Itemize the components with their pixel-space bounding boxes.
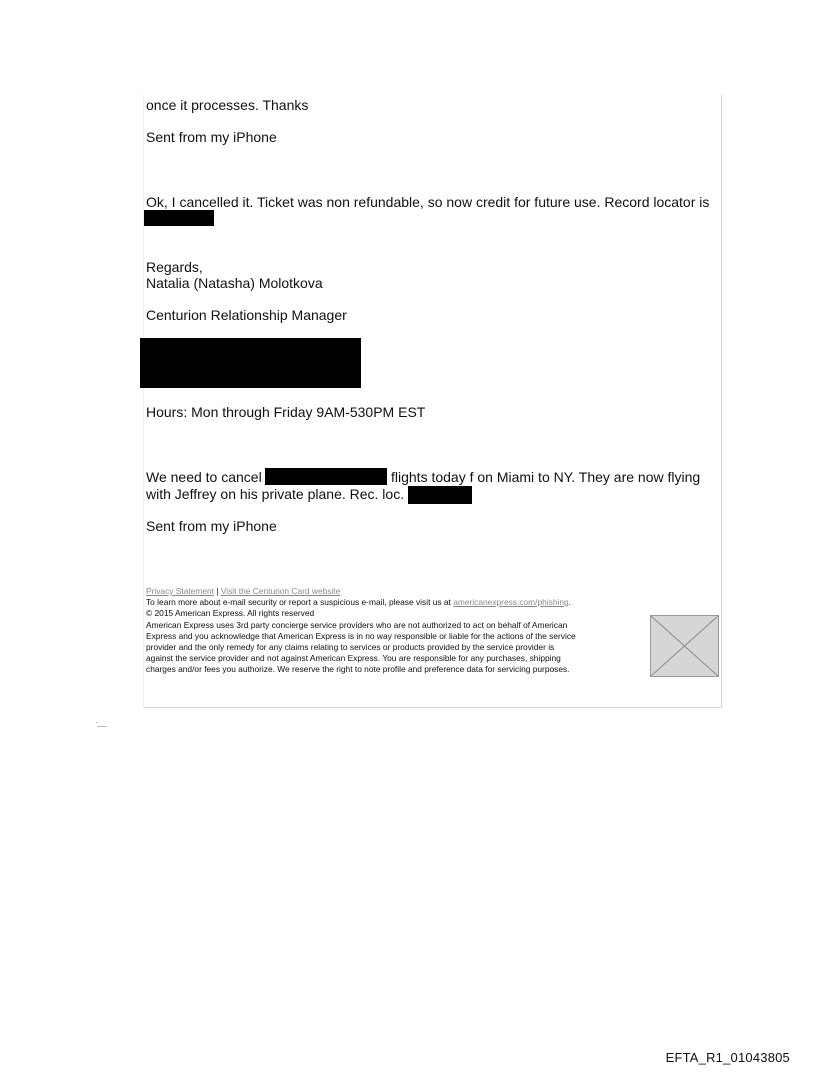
disclaimer-line: Express and you acknowledge that American Express is in no way responsible or liable for the actions of the service bbox=[146, 631, 576, 641]
request-text-a: We need to cancel bbox=[146, 469, 262, 485]
request-text-c: with Jeffrey on his private plane. Rec. loc. bbox=[146, 486, 405, 502]
redaction-rec-loc bbox=[408, 486, 472, 504]
footer-links bbox=[146, 586, 340, 596]
redaction-record-locator bbox=[144, 210, 214, 226]
disclaimer-line: charges and/or fees you authorize. We reserve the right to note profile and preference data for servicing purposes. bbox=[146, 664, 570, 674]
redaction-contact-block bbox=[140, 338, 361, 388]
stray-mark: ·__ bbox=[95, 718, 107, 727]
link-separator: | bbox=[216, 586, 219, 596]
disclaimer-line: provider and the only remedy for any claims relating to services or products provided by the service provider is bbox=[146, 642, 555, 652]
sender-title: Centurion Relationship Manager bbox=[146, 307, 347, 323]
sent-from-iphone: Sent from my iPhone bbox=[146, 518, 277, 534]
copyright: © 2015 American Express. All rights reserved bbox=[146, 608, 315, 618]
disclaimer-line: American Express uses 3rd party concierge service providers who are not authorized to act on behalf of American bbox=[146, 620, 568, 630]
security-end: . bbox=[568, 597, 571, 607]
security-line bbox=[146, 597, 571, 607]
email-line: once it processes. Thanks bbox=[146, 97, 309, 113]
cancel-reply-text: Ok, I cancelled it. Ticket was non refundable, so now credit for future use. Record locator is bbox=[146, 194, 710, 210]
sent-from-iphone: Sent from my iPhone bbox=[146, 129, 277, 145]
phishing-link[interactable]: americanexpress.com/phishing bbox=[453, 597, 569, 607]
privacy-statement-link[interactable]: Privacy Statement bbox=[146, 586, 214, 596]
redaction-names bbox=[265, 468, 387, 485]
hours: Hours: Mon through Friday 9AM-530PM EST bbox=[146, 404, 426, 420]
centurion-website-link[interactable]: Visit the Centurion Card website bbox=[220, 586, 341, 596]
document-id: EFTA_R1_01043805 bbox=[665, 1050, 790, 1065]
sender-name: Natalia (Natasha) Molotkova bbox=[146, 275, 323, 291]
request-text-b: flights today f on Miami to NY. They are now flying bbox=[391, 469, 701, 485]
regards: Regards, bbox=[146, 259, 203, 275]
disclaimer-line: against the service provider and not against American Express. You are responsible for any purchases, shipping bbox=[146, 653, 561, 663]
security-text: To learn more about e-mail security or report a suspicious e-mail, please visit us at bbox=[146, 597, 451, 607]
broken-image-placeholder bbox=[650, 615, 719, 677]
